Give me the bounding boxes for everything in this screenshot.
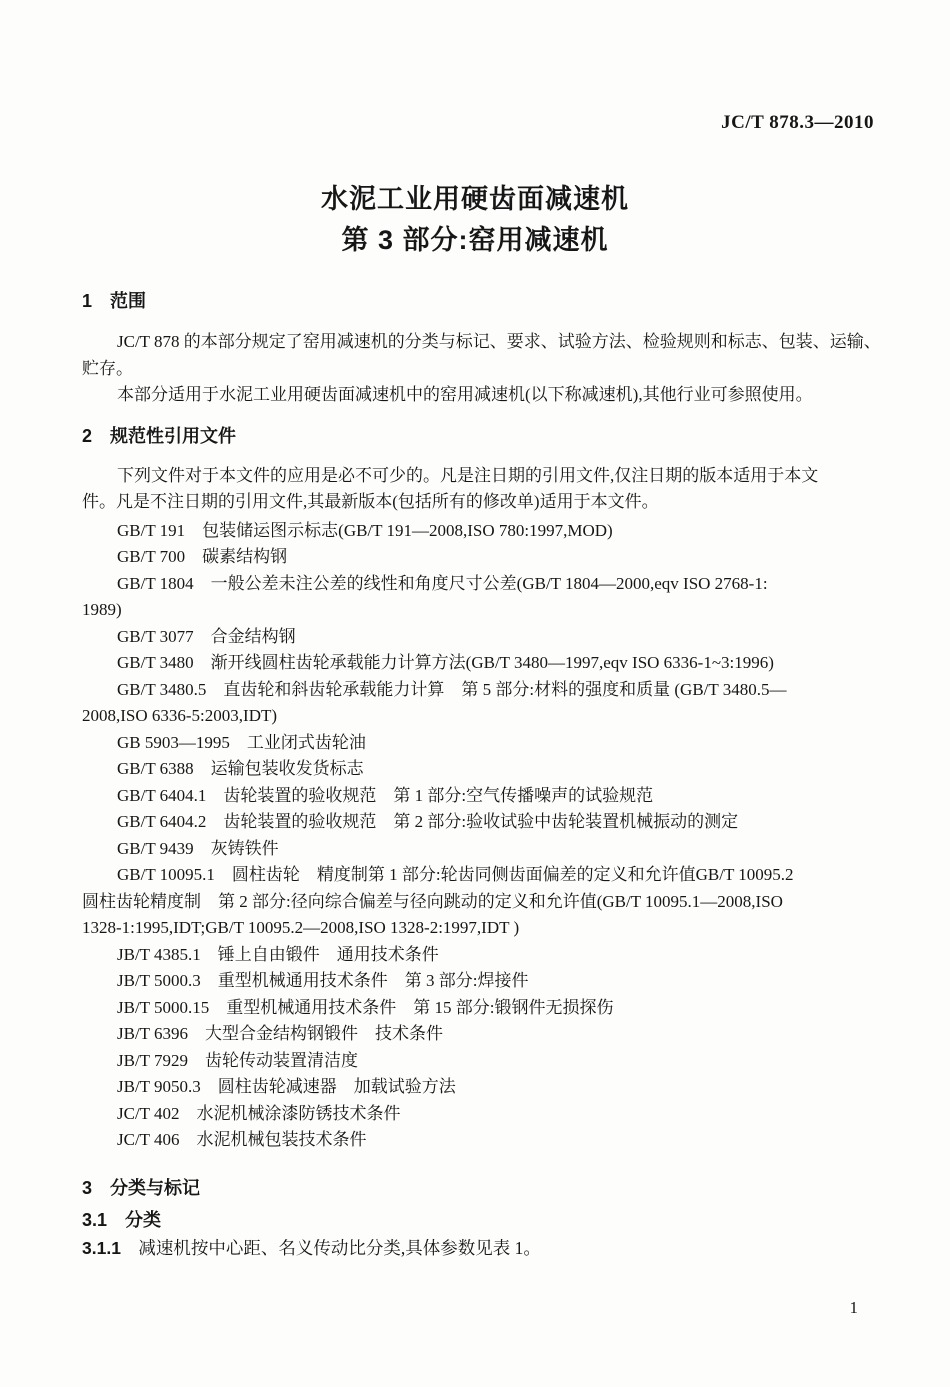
reference-line: JB/T 5000.15 重型机械通用技术条件 第 15 部分:锻钢件无损探伤 [117,997,614,1017]
reference-line: GB 5903—1995 工业闭式齿轮油 [117,732,366,752]
para-line: 件。凡是不注日期的引用文件,其最新版本(包括所有的修改单)适用于本文件。 [82,492,659,511]
reference-line: JB/T 7929 齿轮传动装置清洁度 [117,1050,359,1070]
reference-line-continuation: 1989) [82,600,122,619]
reference-line: GB/T 6388 运输包装收发货标志 [117,759,364,778]
reference-line: GB/T 6404.2 齿轮装置的验收规范 第 2 部分:验收试验中齿轮装置机械振动的测定 [117,812,739,831]
clause-number: 3.1.1 [82,1237,121,1258]
reference-line: JB/T 5000.3 重型机械通用技术条件 第 3 部分:焊接件 [117,971,529,990]
reference-line: GB/T 3480 渐开线圆柱齿轮承载能力计算方法(GB/T 3480—1997,eqv ISO 6336-1~3:1996) [117,653,774,672]
reference-line: JC/T 406 水泥机械包装技术条件 [117,1130,367,1149]
reference-line: GB/T 3077 合金结构钢 [117,626,296,646]
para-line: 本部分适用于水泥工业用硬齿面减速机中的窑用减速机(以下称减速机),其他行业可参照使用。 [117,385,813,404]
reference-line: JB/T 6396 大型合金结构钢锻件 技术条件 [117,1024,444,1043]
section-3-1-heading: 3.1 分类 [82,1209,162,1230]
doc-code: JC/T 878.3—2010 [721,112,874,133]
title-block [0,184,950,255]
reference-line: JC/T 402 水泥机械涂漆防锈技术条件 [117,1103,401,1123]
reference-line: GB/T 9439 灰铸铁件 [117,838,279,858]
para-line: 贮存。 [82,358,133,378]
para-line: 下列文件对于本文件的应用是必不可少的。凡是注日期的引用文件,仅注日期的版本适用于本文 [117,465,819,485]
doc-title-line1: 水泥工业用硬齿面减速机 [321,184,629,214]
reference-line: GB/T 10095.1 圆柱齿轮 精度制第 1 部分:轮齿同侧齿面偏差的定义和允许值GB/T 10095.2 [117,865,794,884]
clause-3-1-1 [82,1235,880,1262]
reference-line: GB/T 700 碳素结构钢 [117,547,288,566]
reference-line-continuation: 圆柱齿轮精度制 第 2 部分:径向综合偏差与径向跳动的定义和允许值(GB/T 10095.1—2008,ISO [82,891,783,911]
doc-title-line2: 第 3 部分:窑用减速机 [341,225,609,255]
document-body [0,287,950,1261]
reference-line-continuation: 2008,ISO 6336-5:2003,IDT) [82,706,278,725]
para-line: JC/T 878 的本部分规定了窑用减速机的分类与标记、要求、试验方法、检验规则和标志、包装、运输、 [117,332,881,351]
reference-line-continuation: 1328-1:1995,IDT;GB/T 10095.2—2008,ISO 1328-2:1997,IDT ) [82,918,520,937]
section-1-heading: 1 范围 [82,291,147,311]
reference-line: GB/T 3480.5 直齿轮和斜齿轮承载能力计算 第 5 部分:材料的强度和质量 (GB/T 3480.5— [117,679,787,699]
section-3-heading: 3 分类与标记 [82,1177,201,1198]
reference-line: GB/T 6404.1 齿轮装置的验收规范 第 1 部分:空气传播噪声的试验规范 [117,785,654,805]
reference-line: GB/T 191 包装储运图示标志(GB/T 191—2008,ISO 780:1997,MOD) [117,520,613,540]
page-number: 1 [849,1298,858,1317]
section-2-heading: 2 规范性引用文件 [82,425,237,446]
reference-line: GB/T 1804 一般公差未注公差的线性和角度尺寸公差(GB/T 1804—2000,eqv ISO 2768-1: [117,573,768,593]
reference-line: JB/T 4385.1 锤上自由锻件 通用技术条件 [117,944,439,964]
clause-text: 减速机按中心距、名义传动比分类,具体参数见表 1。 [120,1237,541,1258]
reference-line: JB/T 9050.3 圆柱齿轮减速器 加载试验方法 [117,1077,456,1096]
